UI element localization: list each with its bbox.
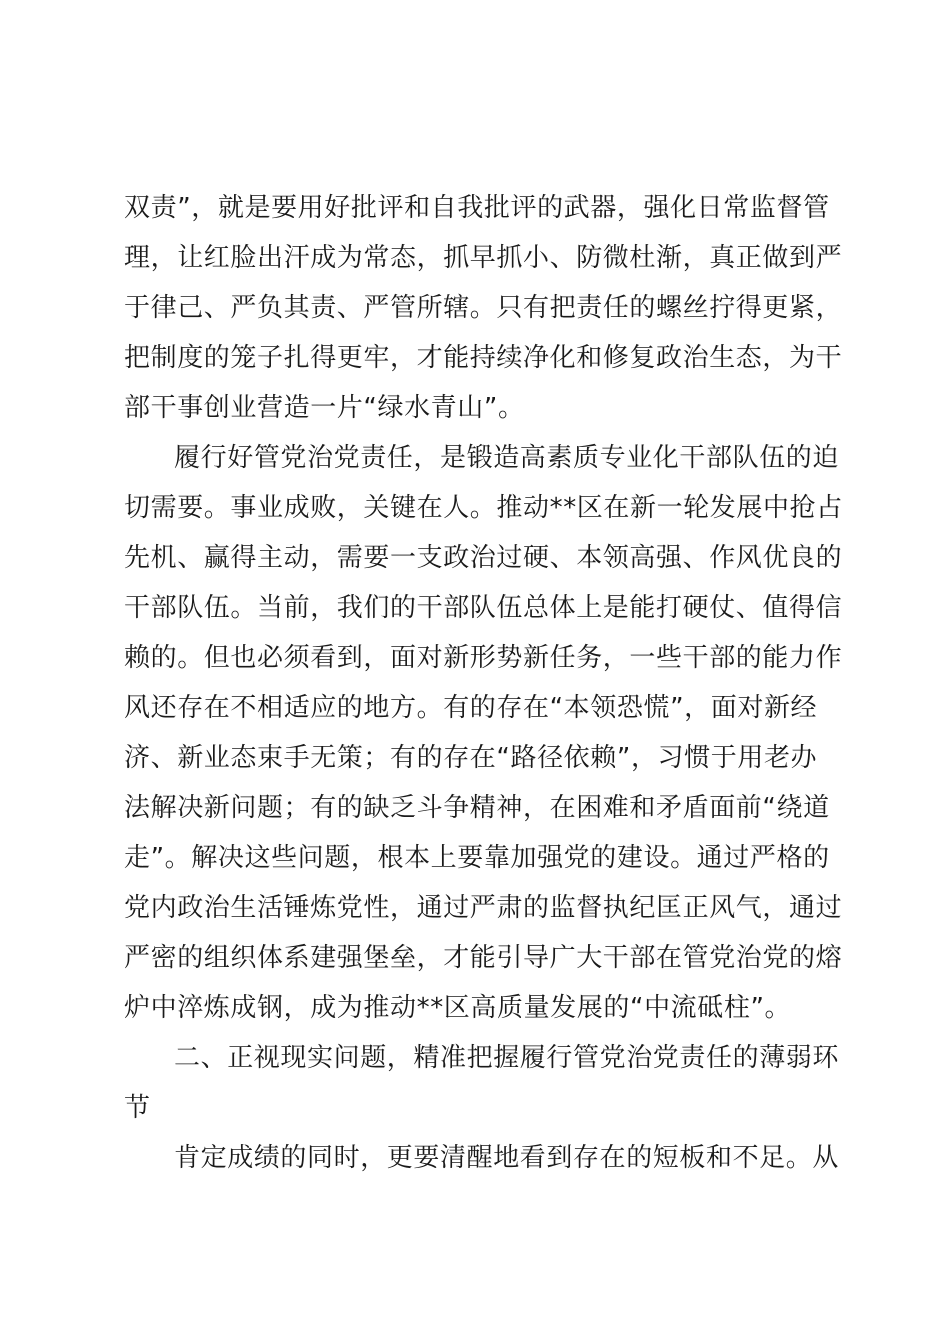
text-line: 干部队伍。当前，我们的干部队伍总体上是能打硬仗、值得信 — [124, 593, 843, 623]
text-line: 风还存在不相适应的地方。有的存在“本领恐慌”，面对新经 — [124, 693, 818, 723]
text-line: 部干事创业营造一片“绿水青山”。 — [124, 393, 525, 423]
heading-line: 二、正视现实问题，精准把握履行管党治党责任的薄弱环 — [174, 1043, 840, 1073]
heading-line: 节 — [124, 1093, 151, 1123]
text-line: 党内政治生活锤炼党性，通过严肃的监督执纪匡正风气，通过 — [124, 893, 843, 923]
text-line: 先机、赢得主动，需要一支政治过硬、本领高强、作风优良的 — [124, 543, 843, 573]
text-line: 法解决新问题；有的缺乏斗争精神，在困难和矛盾面前“绕道 — [124, 793, 830, 823]
text-line: 切需要。事业成败，关键在人。推动**区在新一轮发展中抢占 — [124, 493, 843, 523]
text-line: 炉中淬炼成钢，成为推动**区高质量发展的“中流砥柱”。 — [124, 993, 792, 1023]
document-page — [124, 183, 843, 1183]
text-line: 把制度的笼子扎得更牢，才能持续净化和修复政治生态，为干 — [124, 343, 843, 373]
text-line: 肯定成绩的同时，更要清醒地看到存在的短板和不足。从 — [174, 1143, 840, 1173]
section-heading — [124, 1033, 840, 1133]
text-line: 于律己、严负其责、严管所辖。只有把责任的螺丝拧得更紧， — [124, 293, 843, 323]
text-line: 严密的组织体系建强堡垒，才能引导广大干部在管党治党的熔 — [124, 943, 843, 973]
paragraph-1 — [124, 183, 843, 433]
text-line: 双责”，就是要用好批评和自我批评的武器，强化日常监督管 — [124, 193, 830, 223]
text-line: 理，让红脸出汗成为常态，抓早抓小、防微杜渐，真正做到严 — [124, 243, 843, 273]
paragraph-2 — [124, 433, 843, 1033]
text-line: 赖的。但也必须看到，面对新形势新任务，一些干部的能力作 — [124, 643, 843, 673]
text-line: 走”。解决这些问题，根本上要靠加强党的建设。通过严格的 — [124, 843, 830, 873]
text-line: 履行好管党治党责任，是锻造高素质专业化干部队伍的迫 — [174, 443, 840, 473]
paragraph-3 — [124, 1133, 840, 1183]
text-line: 济、新业态束手无策；有的存在“路径依赖”，习惯于用老办 — [124, 743, 818, 773]
